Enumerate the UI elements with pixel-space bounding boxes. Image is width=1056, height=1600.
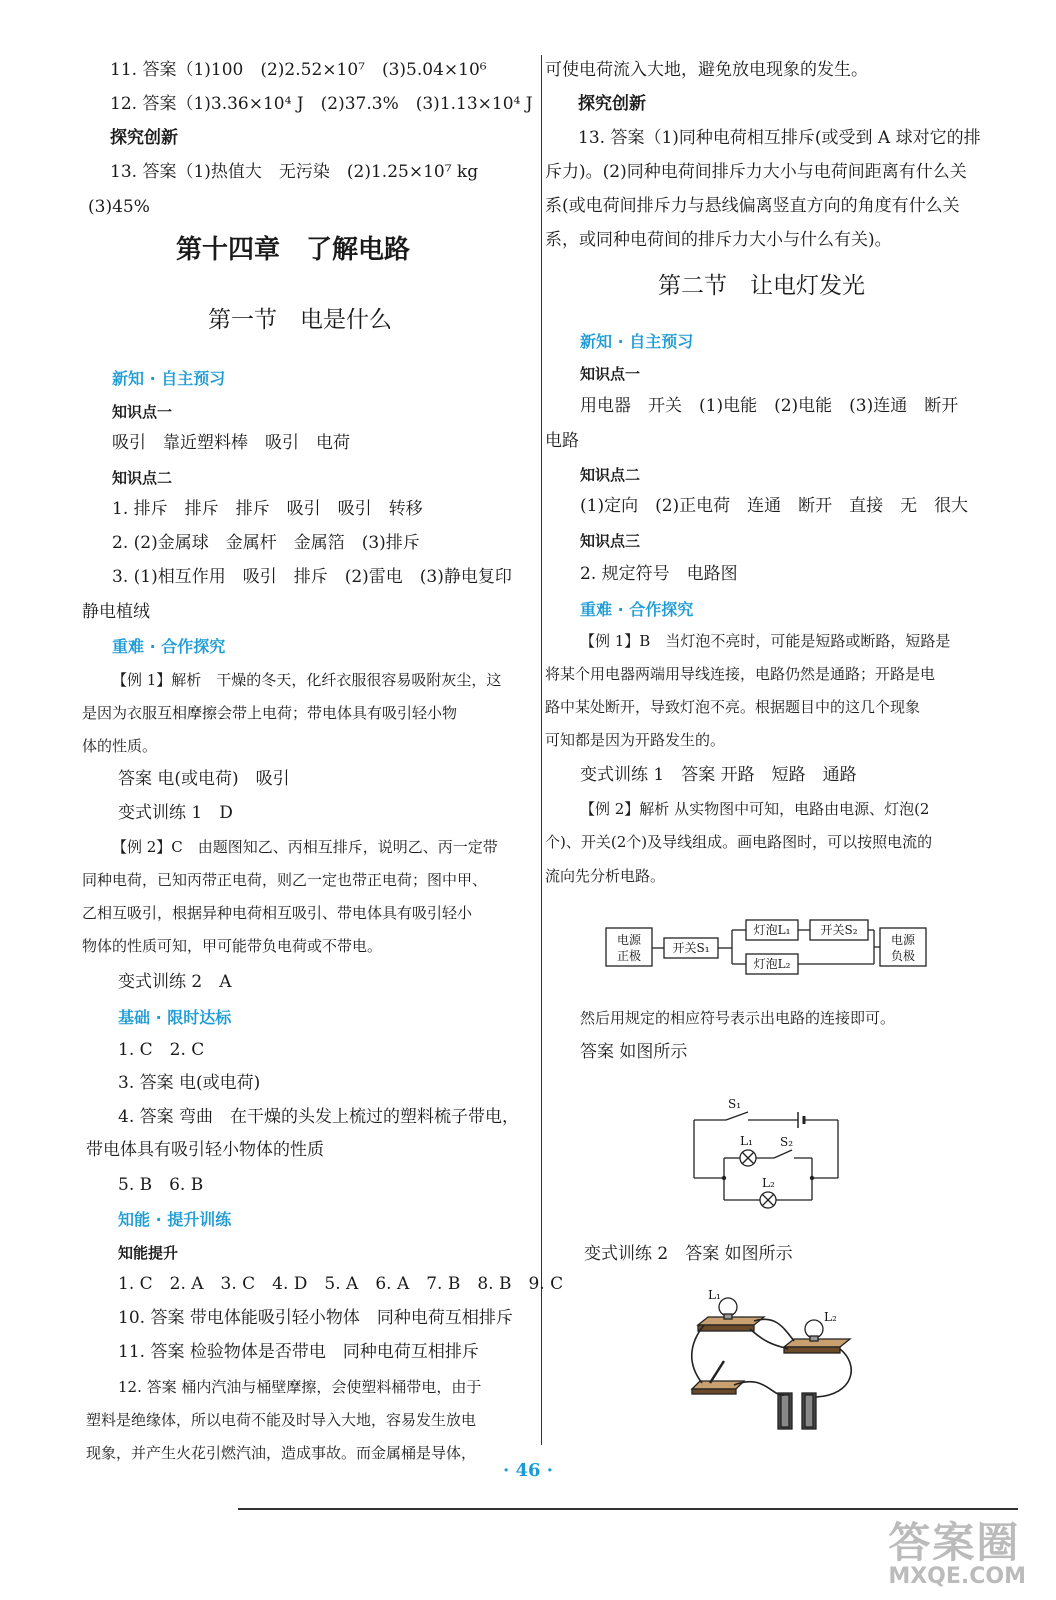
kp1-answer: 吸引 靠近塑料棒 吸引 电荷 [112, 433, 350, 453]
section-heading-improve: 知能 · 提升训练 [118, 1210, 232, 1229]
bulb-l2 [805, 1320, 823, 1338]
section-heading-preview-right: 新知 · 自主预习 [580, 332, 694, 351]
watermark-main: 答案圈 [888, 1518, 1021, 1567]
knowledge-point-2: 知识点二 [112, 469, 173, 487]
improve-subheading: 知能提升 [118, 1244, 179, 1262]
chapter-title: 第十四章 了解电路 [176, 235, 411, 265]
section-heading-preview: 新知 · 自主预习 [112, 369, 226, 388]
example-1-line-3: 体的性质。 [82, 737, 158, 755]
example-2-right-line-4: 然后用规定的相应符号表示出电路的连接即可。 [580, 1009, 896, 1027]
knowledge-point-3-right: 知识点三 [580, 532, 641, 550]
answer-13-cont: (3)45% [88, 197, 150, 217]
flow-switch-2: 开关S₂ [820, 923, 858, 937]
answer-13-right-2: 斥力)。(2)同种电荷间排斥力大小与电荷间距离有什么关 [545, 162, 967, 182]
example-2-line-4: 物体的性质可知，甲可能带负电荷或不带电。 [82, 937, 383, 955]
answer-13: 13. 答案（1)热值大 无污染 (2)1.25×10⁷ kg [110, 162, 479, 182]
bulb-l1 [719, 1298, 737, 1316]
section-heading-explore-right: 重难 · 合作探究 [580, 600, 694, 619]
answer-13-right-4: 系，或同种电荷间的排斥力大小与什么有关)。 [545, 230, 892, 250]
example-2-right-line-3: 流向先分析电路。 [545, 867, 666, 885]
answer-11: 11. 答案（1)100 (2)2.52×10⁷ (3)5.04×10⁶ [110, 60, 487, 80]
column-divider [541, 55, 542, 1445]
watermark-url: MXQE.COM [888, 1564, 1026, 1589]
switch-s2-blade [774, 1150, 792, 1158]
variant-2: 变式训练 2 A [118, 972, 232, 992]
circuit-flow-diagram [600, 912, 940, 982]
label-l1: L₁ [740, 1134, 753, 1148]
flow-negative-top: 电源 [890, 933, 916, 947]
kp2-answer-right: (1)定向 (2)正电荷 连通 断开 直接 无 很大 [580, 496, 969, 516]
kp3-answer-right: 2. 规定符号 电路图 [580, 564, 738, 584]
improve-12-line-3: 现象，并产生火花引燃汽油，造成事故。而金属桶是导体， [86, 1444, 477, 1462]
example-1-right-line-3: 路中某处断开，导致灯泡不亮。根据题目中的这几个现象 [545, 698, 921, 716]
answer-13-right-3: 系(或电荷间排斥力与悬线偏离竖直方向的角度有什么关 [545, 196, 960, 216]
circuit-schematic [686, 1090, 846, 1210]
knowledge-point-2-right: 知识点二 [580, 466, 641, 484]
subheading-explore: 探究创新 [110, 128, 178, 148]
basic-5-6: 5. B 6. B [118, 1175, 204, 1195]
example-2-right-line-1: 【例 2】解析 从实物图中可知，电路由电源、灯泡(2 [580, 800, 930, 818]
section-title: 第一节 电是什么 [208, 307, 392, 333]
improve-12-line-1: 12. 答案 桶内汽油与桶壁摩擦，会使塑料桶带电，由于 [118, 1378, 482, 1396]
example-2-line-3: 乙相互吸引，根据异种电荷相互吸引、带电体具有吸引轻小 [82, 904, 473, 922]
answer-12-cont: 可使电荷流入大地，避免放电现象的发生。 [545, 60, 868, 80]
kp1-answer-right-cont: 电路 [545, 431, 579, 451]
flow-positive-bottom: 正极 [616, 949, 642, 963]
basic-4-cont: 带电体具有吸引轻小物体的性质 [86, 1140, 324, 1160]
section-title-right: 第二节 让电灯发光 [658, 273, 865, 299]
kp1-answer-right: 用电器 开关 (1)电能 (2)电能 (3)连通 断开 [580, 396, 959, 416]
label-s2: S₂ [780, 1135, 794, 1149]
kp2-answer-3: 3. (1)相互作用 吸引 排斥 (2)雷电 (3)静电复印 [112, 567, 512, 587]
flow-positive-top: 电源 [616, 933, 642, 947]
label-photo-l1: L₁ [708, 1288, 721, 1302]
flow-negative-bottom: 负极 [890, 949, 916, 963]
switch-s1-blade [726, 1112, 748, 1120]
knowledge-point-1: 知识点一 [112, 403, 173, 421]
switch-lever [710, 1361, 724, 1383]
flow-lamp-2: 灯泡L₂ [753, 957, 791, 971]
flow-switch-1: 开关S₁ [672, 941, 710, 955]
example-2-line-2: 同种电荷，已知丙带正电荷，则乙一定也带正电荷；图中甲、 [82, 871, 488, 889]
answer-13-right-1: 13. 答案（1)同种电荷相互排斥(或受到 A 球对它的排 [578, 128, 981, 148]
subheading-explore-right: 探究创新 [578, 94, 646, 114]
variant-2-right: 变式训练 2 答案 如图所示 [584, 1244, 793, 1264]
example-1-right-line-1: 【例 1】B 当灯泡不亮时，可能是短路或断路，短路是 [580, 632, 951, 650]
knowledge-point-1-right: 知识点一 [580, 365, 641, 383]
improve-11: 11. 答案 检验物体是否带电 同种电荷互相排斥 [118, 1342, 479, 1362]
flow-lamp-1: 灯泡L₁ [753, 923, 791, 937]
example-1-right-line-4: 可知都是因为开路发生的。 [545, 731, 726, 749]
improve-10: 10. 答案 带电体能吸引轻小物体 同种电荷互相排斥 [118, 1308, 513, 1328]
basic-3: 3. 答案 电(或电荷) [118, 1073, 261, 1093]
variant-1-right: 变式训练 1 答案 开路 短路 通路 [580, 765, 857, 785]
label-s1: S₁ [728, 1097, 742, 1111]
example-1-line-1: 【例 1】解析 干燥的冬天，化纤衣服很容易吸附灰尘，这 [112, 671, 502, 689]
example-2-right-line-2: 个)、开关(2个)及导线组成。画电路图时，可以按照电流的 [545, 833, 933, 851]
label-photo-l2: L₂ [824, 1310, 837, 1324]
example-2-right-answer: 答案 如图所示 [580, 1042, 688, 1062]
variant-1: 变式训练 1 D [118, 803, 233, 823]
section-heading-explore: 重难 · 合作探究 [112, 637, 226, 656]
physical-circuit-illustration [684, 1285, 864, 1435]
kp2-answer-2: 2. (2)金属球 金属杆 金属箔 (3)排斥 [112, 533, 420, 553]
example-2-line-1: 【例 2】C 由题图知乙、丙相互排斥，说明乙、丙一定带 [112, 838, 498, 856]
watermark [888, 1510, 1026, 1589]
example-1-right-line-2: 将某个用电器两端用导线连接，电路仍然是通路；开路是电 [545, 665, 936, 683]
kp2-answer-1: 1. 排斥 排斥 排斥 吸引 吸引 转移 [112, 499, 423, 519]
improve-12-line-2: 塑料是绝缘体，所以电荷不能及时导入大地，容易发生放电 [86, 1411, 477, 1429]
example-1-line-2: 是因为衣服互相摩擦会带上电荷；带电体具有吸引轻小物 [82, 704, 458, 722]
answer-12: 12. 答案（1)3.36×10⁴ J (2)37.3% (3)1.13×10⁴ J [110, 94, 533, 114]
page-number: · 46 · [502, 1460, 554, 1481]
improve-answers: 1. C 2. A 3. C 4. D 5. A 6. A 7. B 8. B 9. C [118, 1274, 564, 1294]
basic-1-2: 1. C 2. C [118, 1040, 205, 1060]
kp2-answer-3-cont: 静电植绒 [82, 602, 150, 622]
example-1-answer: 答案 电(或电荷) 吸引 [118, 769, 290, 789]
basic-4: 4. 答案 弯曲 在干燥的头发上梳过的塑料梳子带电， [118, 1107, 520, 1127]
label-l2: L₂ [762, 1176, 775, 1190]
section-heading-basic: 基础 · 限时达标 [118, 1008, 232, 1027]
